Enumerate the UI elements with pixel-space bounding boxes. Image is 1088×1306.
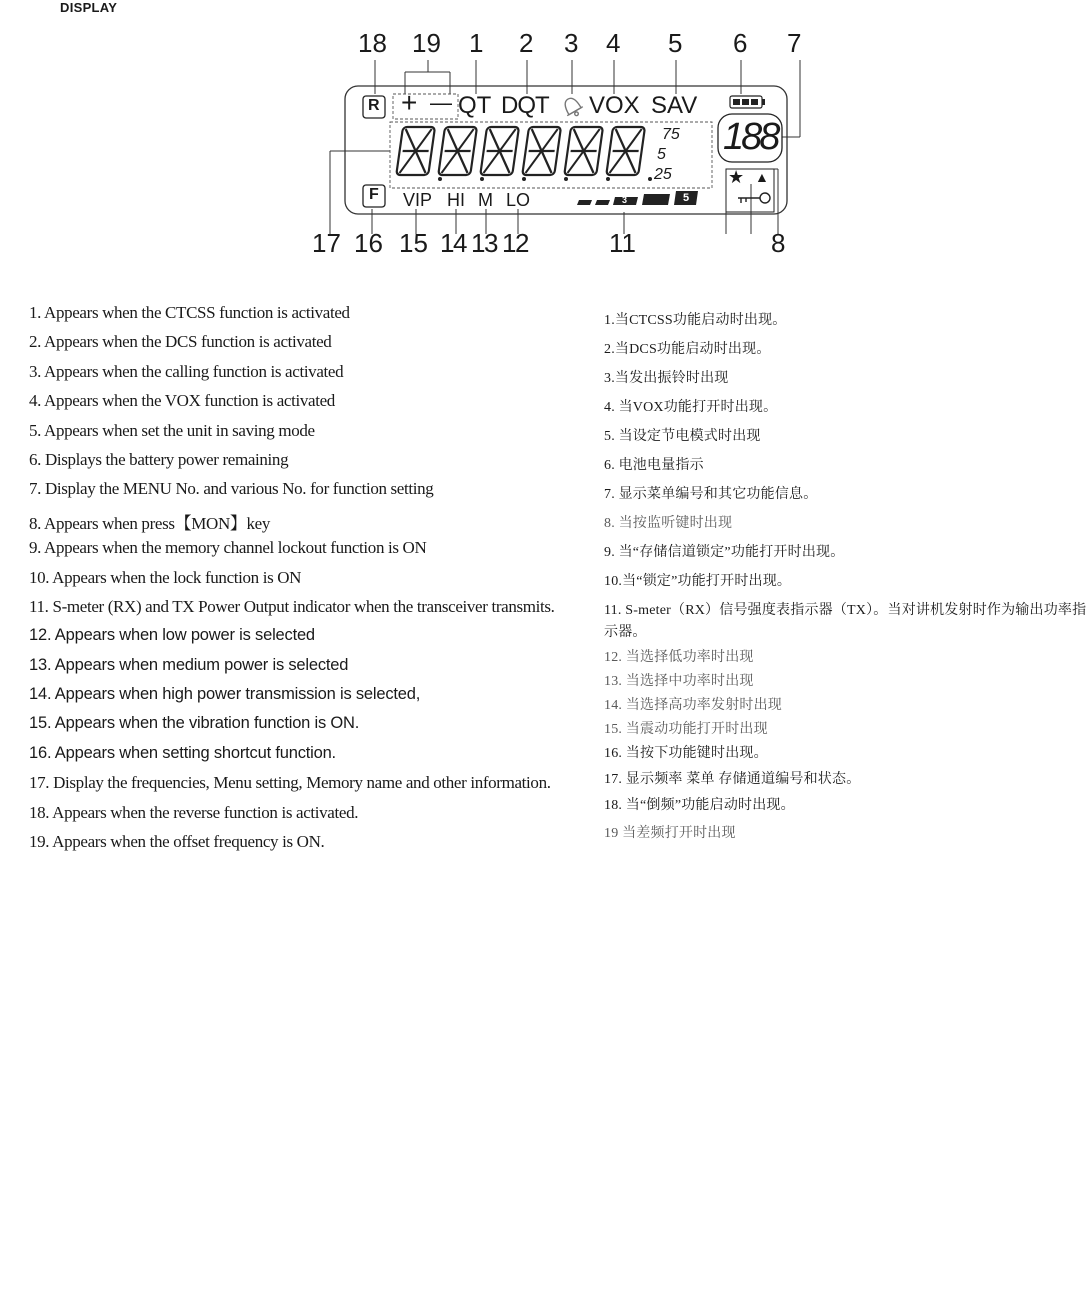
callout-number-8: 8 [771,228,786,258]
english-item: 19. Appears when the offset frequency is ON. [29,832,325,852]
hi-indicator: HI [447,190,465,210]
callout-number-14: 14 [440,228,466,258]
chinese-item: 12. 当选择低功率时出现 [604,650,754,665]
english-item: 3. Appears when the calling function is activated [29,361,344,381]
page-title: DISPLAY [60,0,118,15]
english-item: 17. Display the frequencies, Menu setting, Memory name and other information. [29,773,551,793]
vox-indicator: VOX [589,92,640,119]
step-5: 5 [657,146,666,163]
english-item: 6. Displays the battery power remaining [29,449,289,469]
callout-number-4: 4 [606,28,621,58]
step-75: 75 [662,126,680,143]
offset-plus: + [401,87,418,118]
english-item: 4. Appears when the VOX function is activated [29,391,335,411]
frequency-segments [396,127,645,175]
chinese-item: 10.当“锁定”功能打开时出现。 [604,574,792,589]
callout-number-19: 19 [412,28,441,58]
callout-number-11: 11 [609,228,636,258]
english-item: 18. Appears when the reverse function is activated. [29,802,359,822]
chinese-item: 13. 当选择中功率时出现 [604,674,754,689]
callout-number-3: 3 [564,28,579,58]
english-item: 7. Display the MENU No. and various No. for function setting [29,479,434,499]
chinese-item: 15. 当震动功能打开时出现 [604,722,768,737]
lo-indicator: LO [506,190,531,210]
callout-number-6: 6 [733,28,748,58]
chinese-item: 14. 当选择高功率发射时出现 [604,698,782,713]
chinese-legend [604,309,1088,848]
chinese-item: 6. 电池电量指示 [604,458,704,473]
bell-icon [560,95,585,120]
callout-number-18: 18 [358,28,387,58]
chinese-item: 7. 显示菜单编号和其它功能信息。 [604,487,818,502]
channel-number: 188 [723,116,778,158]
m-indicator: M [478,190,493,210]
chinese-item: 16. 当按下功能键时出现。 [604,746,768,761]
callout-number-13: 13 [471,228,497,258]
chinese-item: 18. 当“倒频”功能启动时出现。 [604,798,795,813]
step-25: 25 [654,166,672,183]
offset-minus: — [430,90,452,115]
english-item: 16. Appears when setting shortcut function. [29,743,336,762]
callout-number-1: 1 [469,28,484,58]
callout-number-17: 17 [312,228,341,258]
callout-number-16: 16 [354,228,383,258]
qt-indicator: QT [458,92,492,119]
chinese-item: 4. 当VOX功能打开时出现。 [604,400,778,415]
callout-number-5: 5 [668,28,683,58]
signal-meter [577,191,698,205]
english-item: 10. Appears when the lock function is ON [29,567,302,587]
vip-indicator: VIP [403,190,433,210]
callout-number-2: 2 [519,28,534,58]
chinese-item: 3.当发出振铃时出现 [604,371,729,386]
chinese-item: 5. 当设定节电模式时出现 [604,429,761,444]
decimal-dots [438,177,652,181]
english-item: 8. Appears when press【MON】key [29,513,271,533]
callout-number-12: 12 [502,228,528,258]
english-item: 15. Appears when the vibration function is ON. [29,714,360,733]
key-icon [738,193,770,203]
callout-number-7: 7 [787,28,802,58]
english-item: 11. S-meter (RX) and TX Power Output indicator when the transceiver transmits. [29,596,555,616]
english-item: 14. Appears when high power transmission is selected, [29,685,421,704]
chinese-item: 8. 当按监听键时出现 [604,516,733,531]
dqt-indicator: DQT [501,92,549,119]
triangle-icon: ▲ [755,169,769,185]
chinese-item: 17. 显示频率 菜单 存储通道编号和状态。 [604,772,861,787]
chinese-item: 1.当CTCSS功能启动时出现。 [604,313,787,328]
meter-label-5: 5 [683,192,690,204]
shortcut-indicator: F [369,186,379,203]
chinese-item: 11. S-meter（RX）信号强度表指示器（TX）。当对讲机发射时作为输出功率指示器。 [604,603,1087,640]
reverse-indicator: R [368,97,380,114]
sav-indicator: SAV [651,92,698,119]
english-item: 12. Appears when low power is selected [29,626,315,645]
meter-label-3: 3 [622,195,628,205]
lcd-diagram [300,24,820,264]
english-item: 9. Appears when the memory channel lockout function is ON [29,538,427,558]
star-icon: ★ [728,167,745,187]
english-legend [29,303,599,861]
english-item: 1. Appears when the CTCSS function is activated [29,303,350,322]
english-item: 13. Appears when medium power is selected [29,655,349,674]
chinese-item: 19 当差频打开时出现 [604,826,736,841]
callout-number-15: 15 [399,228,428,258]
english-item: 2. Appears when the DCS function is activated [29,332,332,352]
english-item: 5. Appears when set the unit in saving mode [29,420,315,440]
chinese-item: 2.当DCS功能启动时出现。 [604,342,771,357]
chinese-item: 9. 当“存储信道锁定”功能打开时出现。 [604,545,845,560]
battery-icon [730,96,765,108]
